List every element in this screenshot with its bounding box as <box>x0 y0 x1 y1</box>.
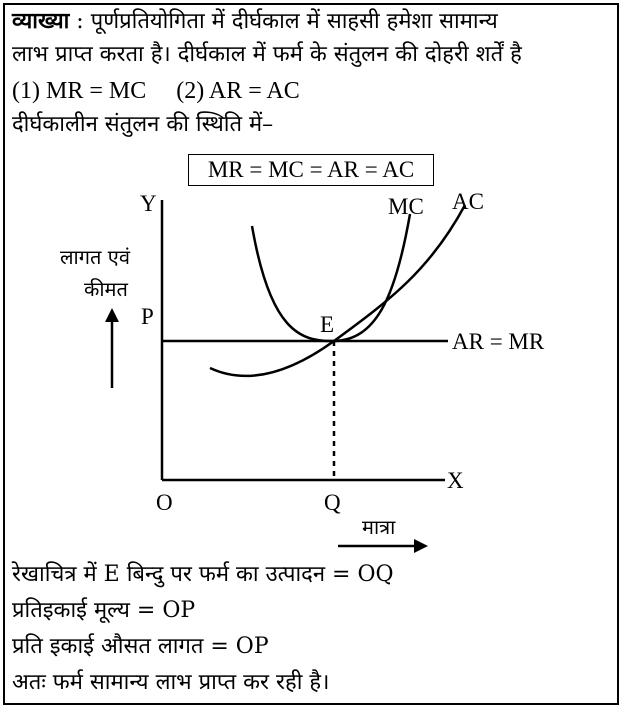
y-title-line2: कीमत <box>84 277 128 301</box>
conditions-line: (1) MR = MC (2) AR = AC <box>12 78 300 104</box>
output-line: रेखाचित्र में E बिन्दु पर फर्म का उत्पादन = OQ <box>12 562 394 587</box>
ac-curve <box>210 205 465 376</box>
x-axis-label: X <box>447 468 464 493</box>
equilibrium-equation-box: MR = MC = AR = AC <box>188 154 434 186</box>
price-line: प्रतिइकाई मूल्य = OP <box>12 598 196 623</box>
up-arrow-icon <box>105 308 119 322</box>
conclusion-line: अतः फर्म सामान्य लाभ प्राप्त कर रही है। <box>12 670 330 695</box>
e-label: E <box>320 312 335 337</box>
intro-text-1: पूर्णप्रतियोगिता में दीर्घकाल में साहसी हमेशा सामान्य <box>90 9 498 34</box>
right-arrow-icon <box>414 539 428 553</box>
mc-label: MC <box>388 194 424 219</box>
intro-line-4: दीर्घकालीन संतुलन की स्थिति में– <box>12 112 274 137</box>
ac-label: AC <box>452 189 484 214</box>
average-cost-line: प्रति इकाई औसत लागत = OP <box>12 634 269 659</box>
y-title-line1: लागत एवं <box>60 245 130 269</box>
ar-mr-label: AR = MR <box>452 329 545 354</box>
intro-line-2: लाभ प्राप्त करता है। दीर्घकाल में फर्म के संतुलन की दोहरी शर्तें है <box>12 42 522 67</box>
explanation-heading: व्याख्या <box>12 8 70 34</box>
y-axis-label: Y <box>140 191 157 216</box>
p-label: P <box>141 304 154 329</box>
q-label: Q <box>324 490 341 515</box>
heading-separator: : <box>69 9 91 34</box>
x-title: मात्रा <box>362 515 396 539</box>
origin-label: O <box>156 490 173 515</box>
